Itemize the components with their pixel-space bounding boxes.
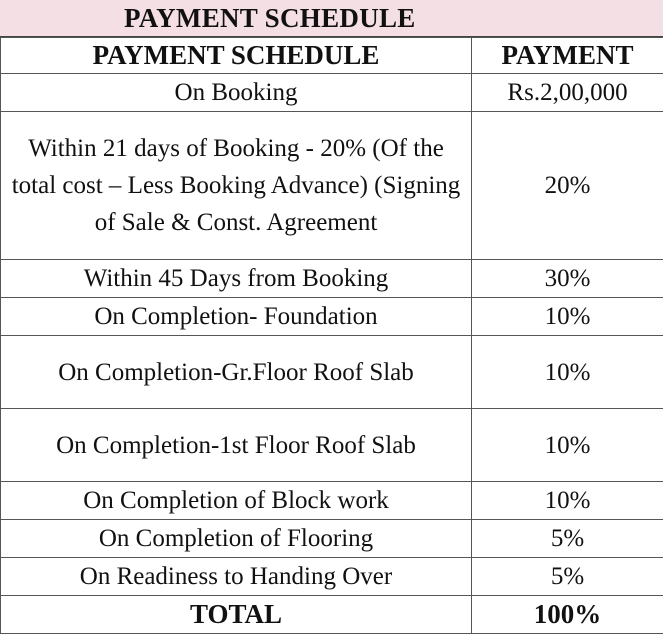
payment-cell: 5% <box>472 558 663 596</box>
table-row <box>1 336 663 409</box>
payment-cell: Rs.2,00,000 <box>472 74 663 112</box>
payment-schedule-table <box>0 37 663 634</box>
stage-cell: On Readiness to Handing Over <box>1 558 472 596</box>
stage-cell: Within 21 days of Booking - 20% (Of the total cost – Less Booking Advance) (Signing of Sale & Const. Agreement <box>1 112 472 260</box>
payment-cell: 10% <box>472 409 663 482</box>
table-row <box>1 298 663 336</box>
table-row <box>1 409 663 482</box>
stage-cell: On Booking <box>1 74 472 112</box>
payment-cell: 10% <box>472 336 663 409</box>
stage-cell: On Completion-1st Floor Roof Slab <box>1 409 472 482</box>
total-label: TOTAL <box>1 596 472 634</box>
payment-cell: 20% <box>472 112 663 260</box>
payment-cell: 5% <box>472 520 663 558</box>
table-row <box>1 260 663 298</box>
payment-cell: 30% <box>472 260 663 298</box>
stage-cell: On Completion of Block work <box>1 482 472 520</box>
stage-cell: On Completion-Gr.Floor Roof Slab <box>1 336 472 409</box>
table-row <box>1 112 663 260</box>
stage-cell: Within 45 Days from Booking <box>1 260 472 298</box>
page-title: PAYMENT SCHEDULE <box>0 0 663 37</box>
table-row <box>1 482 663 520</box>
table-row <box>1 558 663 596</box>
stage-cell: On Completion- Foundation <box>1 298 472 336</box>
column-header-payment: PAYMENT <box>472 38 663 74</box>
stage-cell: On Completion of Flooring <box>1 520 472 558</box>
total-row <box>1 596 663 634</box>
table-row <box>1 520 663 558</box>
total-value: 100% <box>472 596 663 634</box>
table-row <box>1 74 663 112</box>
payment-cell: 10% <box>472 482 663 520</box>
column-header-stage: PAYMENT SCHEDULE <box>1 38 472 74</box>
table-header-row <box>1 38 663 74</box>
payment-cell: 10% <box>472 298 663 336</box>
